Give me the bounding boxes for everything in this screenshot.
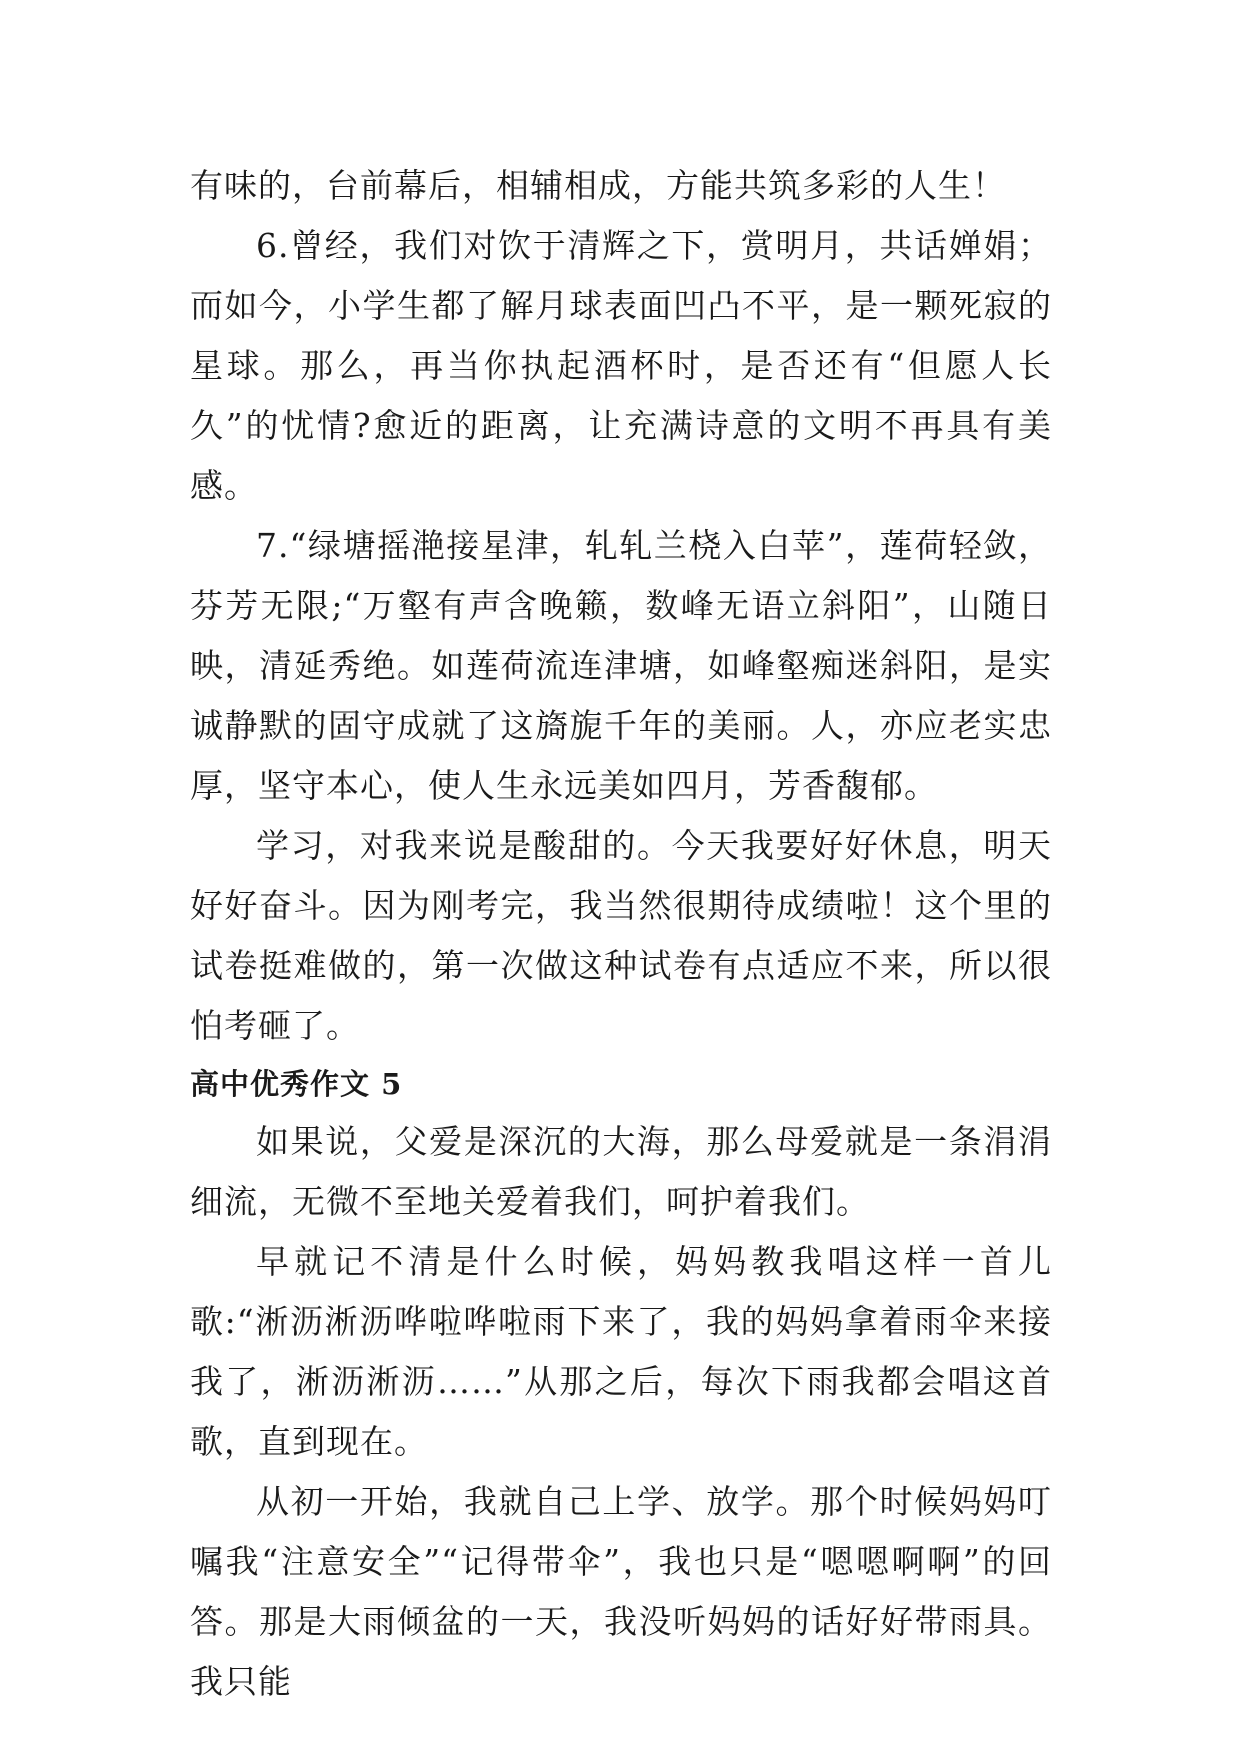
paragraph-song: 早就记不清是什么时候，妈妈教我唱这样一首儿歌:“淅沥淅沥哗啦哗啦雨下来了，我的妈妈拿着雨伞来接我了，淅沥淅沥……”从那之后，每次下雨我都会唱这首歌，直到现在。 <box>190 1242 1052 1461</box>
paragraph-rain-day: 从初一开始，我就自己上学、放学。那个时候妈妈叮嘱我“注意安全”“记得带伞”，我也只是“嗯嗯啊啊”的回答。那是大雨倾盆的一天，我没听妈妈的话好好带雨具。我只能 <box>190 1482 1052 1701</box>
paragraph-continuation: 有味的，台前幕后，相辅相成，方能共筑多彩的人生！ <box>190 166 1006 205</box>
paragraph-item-6: 6.曾经，我们对饮于清辉之下，赏明月，共话婵娟；而如今，小学生都了解月球表面凹凸不平，是一颗死寂的星球。那么，再当你执起酒杯时，是否还有“但愿人长久”的忧情?愈近的距离，让充满诗意的文明不再具有美感。 <box>190 226 1052 505</box>
paragraph-item-7: 7.“绿塘摇滟接星津，轧轧兰桡入白苹”，莲荷轻敛，芬芳无限;“万壑有声含晚籁，数峰无语立斜阳”，山随日映，清延秀绝。如莲荷流连津塘，如峰壑痴迷斜阳，是实诚静默的固守成就了这旖旎千年的美丽。人，亦应老实忠厚，坚守本心，使人生永远美如四月，芳香馥郁。 <box>190 526 1052 805</box>
paragraph-study: 学习，对我来说是酸甜的。今天我要好好休息，明天好好奋斗。因为刚考完，我当然很期待成绩啦！这个里的试卷挺难做的，第一次做这种试卷有点适应不来，所以很怕考砸了。 <box>190 826 1052 1045</box>
document-page <box>190 156 1052 1712</box>
paragraph-mother-love: 如果说，父爱是深沉的大海，那么母爱就是一条涓涓细流，无微不至地关爱着我们，呵护着我们。 <box>190 1122 1052 1221</box>
section-heading: 高中优秀作文 5 <box>190 1067 403 1101</box>
